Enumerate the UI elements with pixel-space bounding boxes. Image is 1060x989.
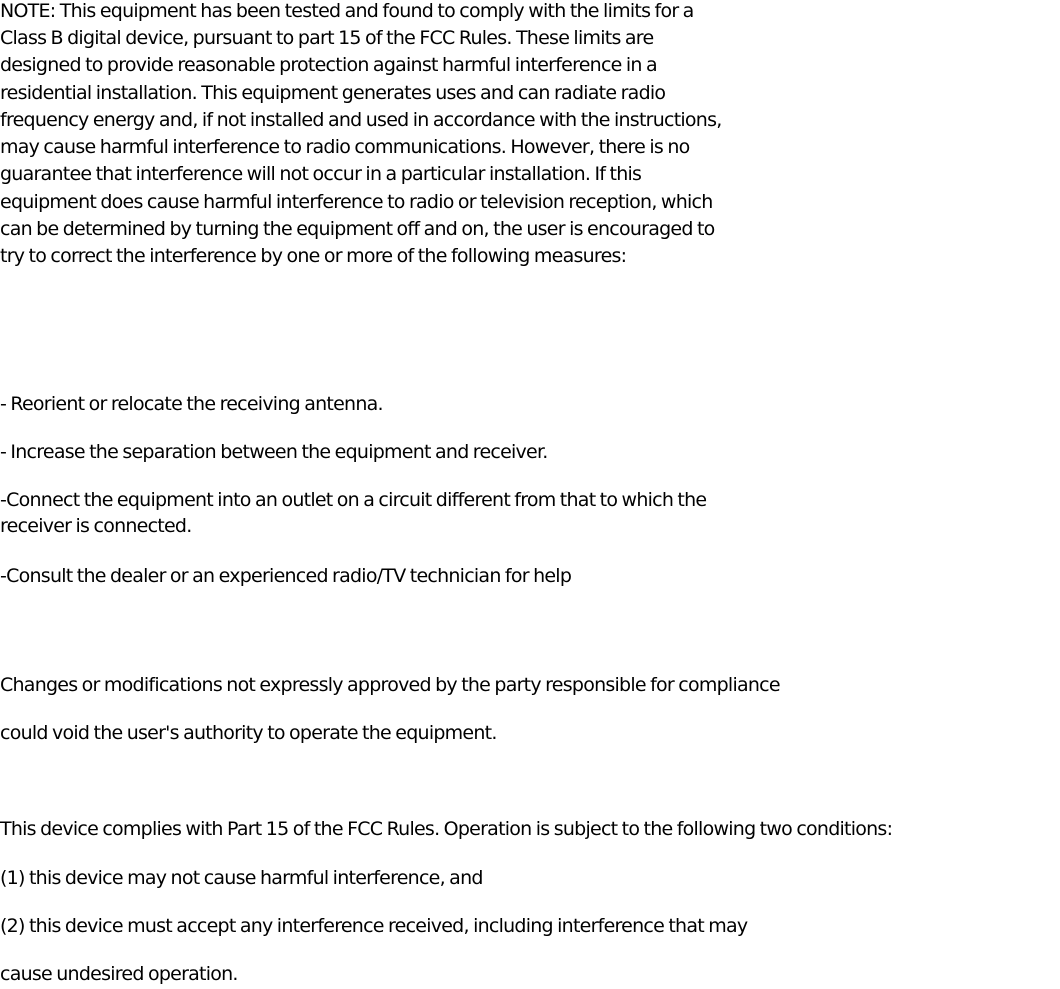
notice-line: equipment does cause harmful interference to radio or television reception, which — [0, 191, 713, 213]
notice-line: Class B digital device, pursuant to part 15 of the FCC Rules. These limits are — [0, 27, 654, 49]
notice-line: designed to provide reasonable protection against harmful interference in a — [0, 54, 657, 76]
measure-connect-outlet-cont: receiver is connected. — [0, 515, 192, 537]
measure-reorient-antenna: - Reorient or relocate the receiving antenna. — [0, 393, 383, 415]
measure-consult-dealer: -Consult the dealer or an experienced radio/TV technician for help — [0, 565, 572, 587]
notice-line: frequency energy and, if not installed and used in accordance with the instructions, — [0, 109, 722, 131]
changes-line: Changes or modifications not expressly approved by the party responsible for compliance — [0, 674, 780, 696]
condition-2-cont: cause undesired operation. — [0, 963, 238, 985]
measure-increase-separation: - Increase the separation between the equipment and receiver. — [0, 441, 548, 463]
condition-1: (1) this device may not cause harmful interference, and — [0, 867, 483, 889]
condition-2: (2) this device must accept any interference received, including interference that may — [0, 915, 748, 937]
compliance-intro: This device complies with Part 15 of the FCC Rules. Operation is subject to the following two conditions: — [0, 818, 893, 840]
notice-line: residential installation. This equipment generates uses and can radiate radio — [0, 82, 666, 104]
notice-line: can be determined by turning the equipment off and on, the user is encouraged to — [0, 218, 715, 240]
notice-line: guarantee that interference will not occur in a particular installation. If this — [0, 163, 642, 185]
measure-connect-outlet: -Connect the equipment into an outlet on a circuit different from that to which the — [0, 489, 707, 511]
notice-line: may cause harmful interference to radio communications. However, there is no — [0, 136, 690, 158]
changes-line: could void the user's authority to operate the equipment. — [0, 722, 497, 744]
notice-line: NOTE: This equipment has been tested and found to comply with the limits for a — [0, 0, 694, 22]
notice-line: try to correct the interference by one or more of the following measures: — [0, 245, 627, 267]
